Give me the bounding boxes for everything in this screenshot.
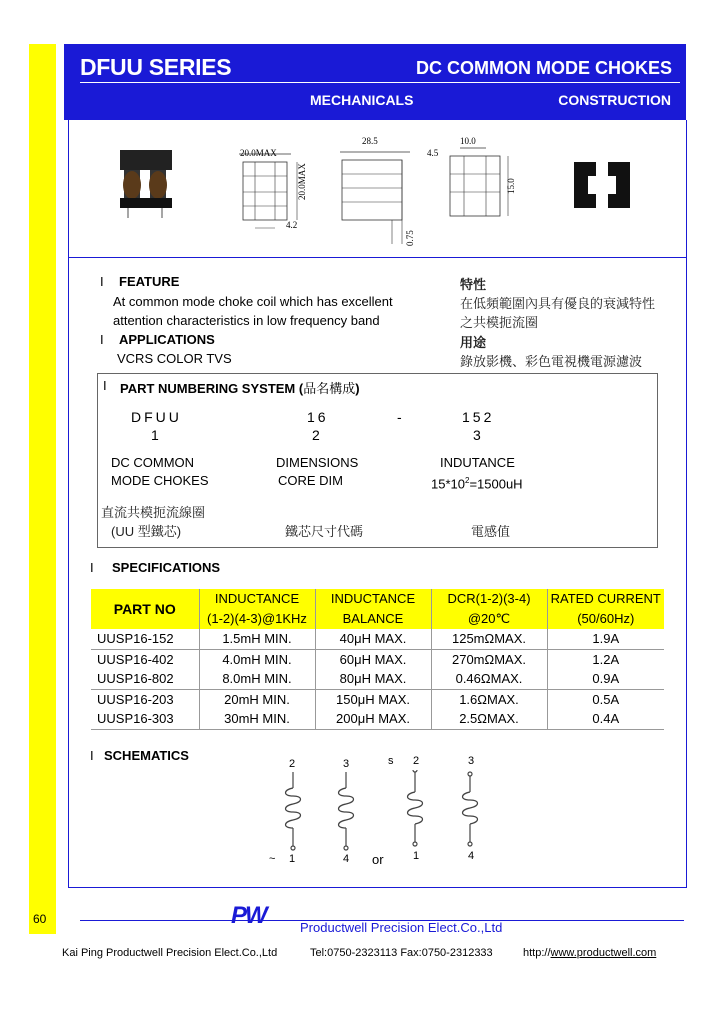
code-size: 16 xyxy=(307,409,329,425)
schematic-pin-3: 3 xyxy=(343,758,350,770)
cell-current: 1.2A xyxy=(592,651,620,667)
feature-line-2: attention characteristics in low frequency band xyxy=(113,313,380,328)
col-header-inductance-a: INDUCTANCE xyxy=(214,591,300,606)
cell-part: UUSP16-402 xyxy=(91,649,199,669)
applications-cn-heading: 用途 xyxy=(460,335,487,350)
col-header-current-a: RATED CURRENT xyxy=(550,591,661,606)
col-header-inductance-b: (1-2)(4-3)@1KHz xyxy=(207,611,307,626)
dim-15-0: 15.0 xyxy=(506,178,516,194)
company-logo: PW xyxy=(231,902,266,929)
desc-1b: MODE CHOKES xyxy=(111,473,209,488)
code-inductance: 152 xyxy=(462,409,495,425)
feature-line-1: At common mode choke coil which has excellent xyxy=(113,294,393,309)
cell-dcr: 2.5ΩMAX. xyxy=(431,709,547,729)
part-numbering-bullet: I xyxy=(103,378,107,393)
part-numbering-cn-heading: 品名構成 xyxy=(303,381,356,396)
construction-label: CONSTRUCTION xyxy=(558,92,671,108)
col-header-part-no: PART NO xyxy=(91,589,199,629)
dim-width-max: 20.0MAX xyxy=(240,148,277,158)
cell-part: UUSP16-203 xyxy=(91,689,199,709)
desc-3b-post: =1500uH xyxy=(469,476,523,492)
col-header-current xyxy=(547,589,664,629)
applications-cn-line-1: 錄放影機、彩色電視機電源濾波 xyxy=(460,354,643,369)
cn-desc-1b: (UU 型鐵芯) xyxy=(111,524,182,539)
table-row xyxy=(91,709,664,729)
part-numbering-heading-text: PART NUMBERING SYSTEM ( xyxy=(120,381,304,396)
desc-3b-pre: 15*10 xyxy=(431,476,465,492)
company-name: Productwell Precision Elect.Co.,Ltd xyxy=(300,920,503,935)
part-numbering-close: ) xyxy=(355,381,360,396)
feature-cn-heading: 特性 xyxy=(460,277,487,292)
mechanicals-label: MECHANICALS xyxy=(310,92,414,108)
choke-photo xyxy=(110,140,182,220)
desc-2a: DIMENSIONS xyxy=(276,455,359,470)
cell-balance: 200μH MAX. xyxy=(315,709,431,729)
dim-0-75: 0.75 xyxy=(405,230,415,246)
desc-3a: INDUTANCE xyxy=(440,455,515,470)
table-header-row xyxy=(91,589,664,629)
cell-dcr: 270mΩMAX. xyxy=(431,649,547,669)
footer-url[interactable] xyxy=(523,947,656,959)
col-header-inductance xyxy=(199,589,315,629)
col-header-dcr-b: @20℃ xyxy=(467,611,511,626)
cell-inductance: 8.0mH MIN. xyxy=(199,669,315,689)
schematic-pin-1b: 1 xyxy=(413,850,420,862)
applications-bullet: I xyxy=(100,332,104,347)
table-row xyxy=(91,669,664,689)
col-header-balance xyxy=(315,589,431,629)
desc-3b-sup: 2 xyxy=(464,476,470,485)
schematic-diagram xyxy=(260,770,500,860)
cell-current: 0.9A xyxy=(547,669,664,689)
code-series: DFUU xyxy=(131,409,182,425)
col-header-dcr-a: DCR(1-2)(3-4) xyxy=(447,591,531,606)
cell-part: UUSP16-152 xyxy=(91,629,199,649)
page-side-strip xyxy=(29,44,56,934)
footer-contact: Tel:0750-2323113 Fax:0750-2312333 xyxy=(310,947,493,959)
dim-28-5: 28.5 xyxy=(362,136,378,146)
cell-balance: 80μH MAX. xyxy=(315,669,431,689)
cell-balance: 60μH MAX. xyxy=(315,649,431,669)
product-title: DC COMMON MODE CHOKES xyxy=(416,58,672,78)
table-row xyxy=(91,629,664,649)
table-row xyxy=(91,689,664,709)
col-header-dcr xyxy=(431,589,547,629)
dim-10-0: 10.0 xyxy=(460,136,476,146)
cell-part: UUSP16-303 xyxy=(91,709,199,729)
cell-dcr: 125mΩMAX. xyxy=(431,629,547,649)
series-title: DFUU SERIES xyxy=(80,54,232,80)
cell-inductance: 20mH MIN. xyxy=(199,689,315,709)
schematic-pin-4: 4 xyxy=(343,853,350,865)
schematic-pin-3b: 3 xyxy=(468,755,475,767)
top-view-drawing xyxy=(440,140,530,230)
desc-3b xyxy=(431,471,523,493)
schematic-pin-2: 2 xyxy=(289,758,296,770)
header-divider xyxy=(80,82,680,83)
schematics-bullet: I xyxy=(90,748,94,763)
applications-heading: APPLICATIONS xyxy=(119,332,215,347)
footer-url-link[interactable]: www.productwell.com xyxy=(550,947,657,959)
cell-current: 0.4A xyxy=(547,709,664,729)
cell-balance: 40μH MAX. xyxy=(315,629,431,649)
cell-part: UUSP16-802 xyxy=(91,669,199,689)
cell-inductance: 4.0mH MIN. xyxy=(199,649,315,669)
feature-bullet: I xyxy=(100,274,104,289)
part-numbering-heading xyxy=(120,378,360,397)
code-dash: - xyxy=(397,409,405,425)
cell-dcr: 1.6ΩMAX. xyxy=(431,689,547,709)
footer-url-prefix: http:// xyxy=(523,947,551,959)
core-construction-icon xyxy=(570,158,634,212)
col-header-balance-b: BALANCE xyxy=(342,611,404,626)
col-header-balance-a: INDUCTANCE xyxy=(330,591,416,606)
desc-2b: CORE DIM xyxy=(278,473,343,488)
cn-desc-3: 電感值 xyxy=(471,524,511,539)
applications-line-1: VCRS COLOR TVS xyxy=(117,351,232,366)
specifications-heading: SPECIFICATIONS xyxy=(112,560,221,575)
cell-current: 1.9A xyxy=(547,629,664,649)
schematic-pin-1: 1 xyxy=(289,853,296,865)
cn-desc-1a: 直流共模扼流線圈 xyxy=(101,505,206,520)
schematic-pin-4b: 4 xyxy=(468,850,475,862)
feature-cn-line-1: 在低頻範圍內具有優良的衰減特性 xyxy=(460,296,656,311)
page-number: 60 xyxy=(33,912,47,926)
cell-dcr: 0.46ΩMAX. xyxy=(431,669,547,689)
cell-inductance: 30mH MIN. xyxy=(199,709,315,729)
schematic-or: or xyxy=(372,852,384,867)
dim-height-max: 20.0MAX xyxy=(297,163,307,200)
dim-4-2: 4.2 xyxy=(286,220,298,230)
cell-current: 0.5A xyxy=(592,691,620,707)
dim-4-5: 4.5 xyxy=(427,148,439,158)
col-header-current-b: (50/60Hz) xyxy=(577,611,635,626)
feature-cn-line-2: 之共模扼流圈 xyxy=(460,315,539,330)
index-1: 1 xyxy=(151,427,159,443)
feature-heading: FEATURE xyxy=(119,274,180,289)
index-2: 2 xyxy=(312,427,320,443)
desc-1a: DC COMMON xyxy=(111,455,195,470)
table-row xyxy=(91,649,664,669)
cn-desc-2: 鐵芯尺寸代碼 xyxy=(285,524,364,539)
index-3: 3 xyxy=(473,427,481,443)
specifications-table xyxy=(91,589,664,730)
footer-address: Kai Ping Productwell Precision Elect.Co.,Ltd xyxy=(62,947,278,959)
schematics-heading: SCHEMATICS xyxy=(104,748,189,763)
cell-inductance: 1.5mH MIN. xyxy=(199,629,315,649)
mechanicals-divider xyxy=(68,257,687,258)
schematic-pin-2b: 2 xyxy=(413,755,420,767)
cell-balance: 150μH MAX. xyxy=(315,689,431,709)
schematic-mark-s: s xyxy=(388,755,394,767)
specifications-bullet: I xyxy=(90,560,94,575)
schematic-tilde: ~ xyxy=(269,853,276,865)
